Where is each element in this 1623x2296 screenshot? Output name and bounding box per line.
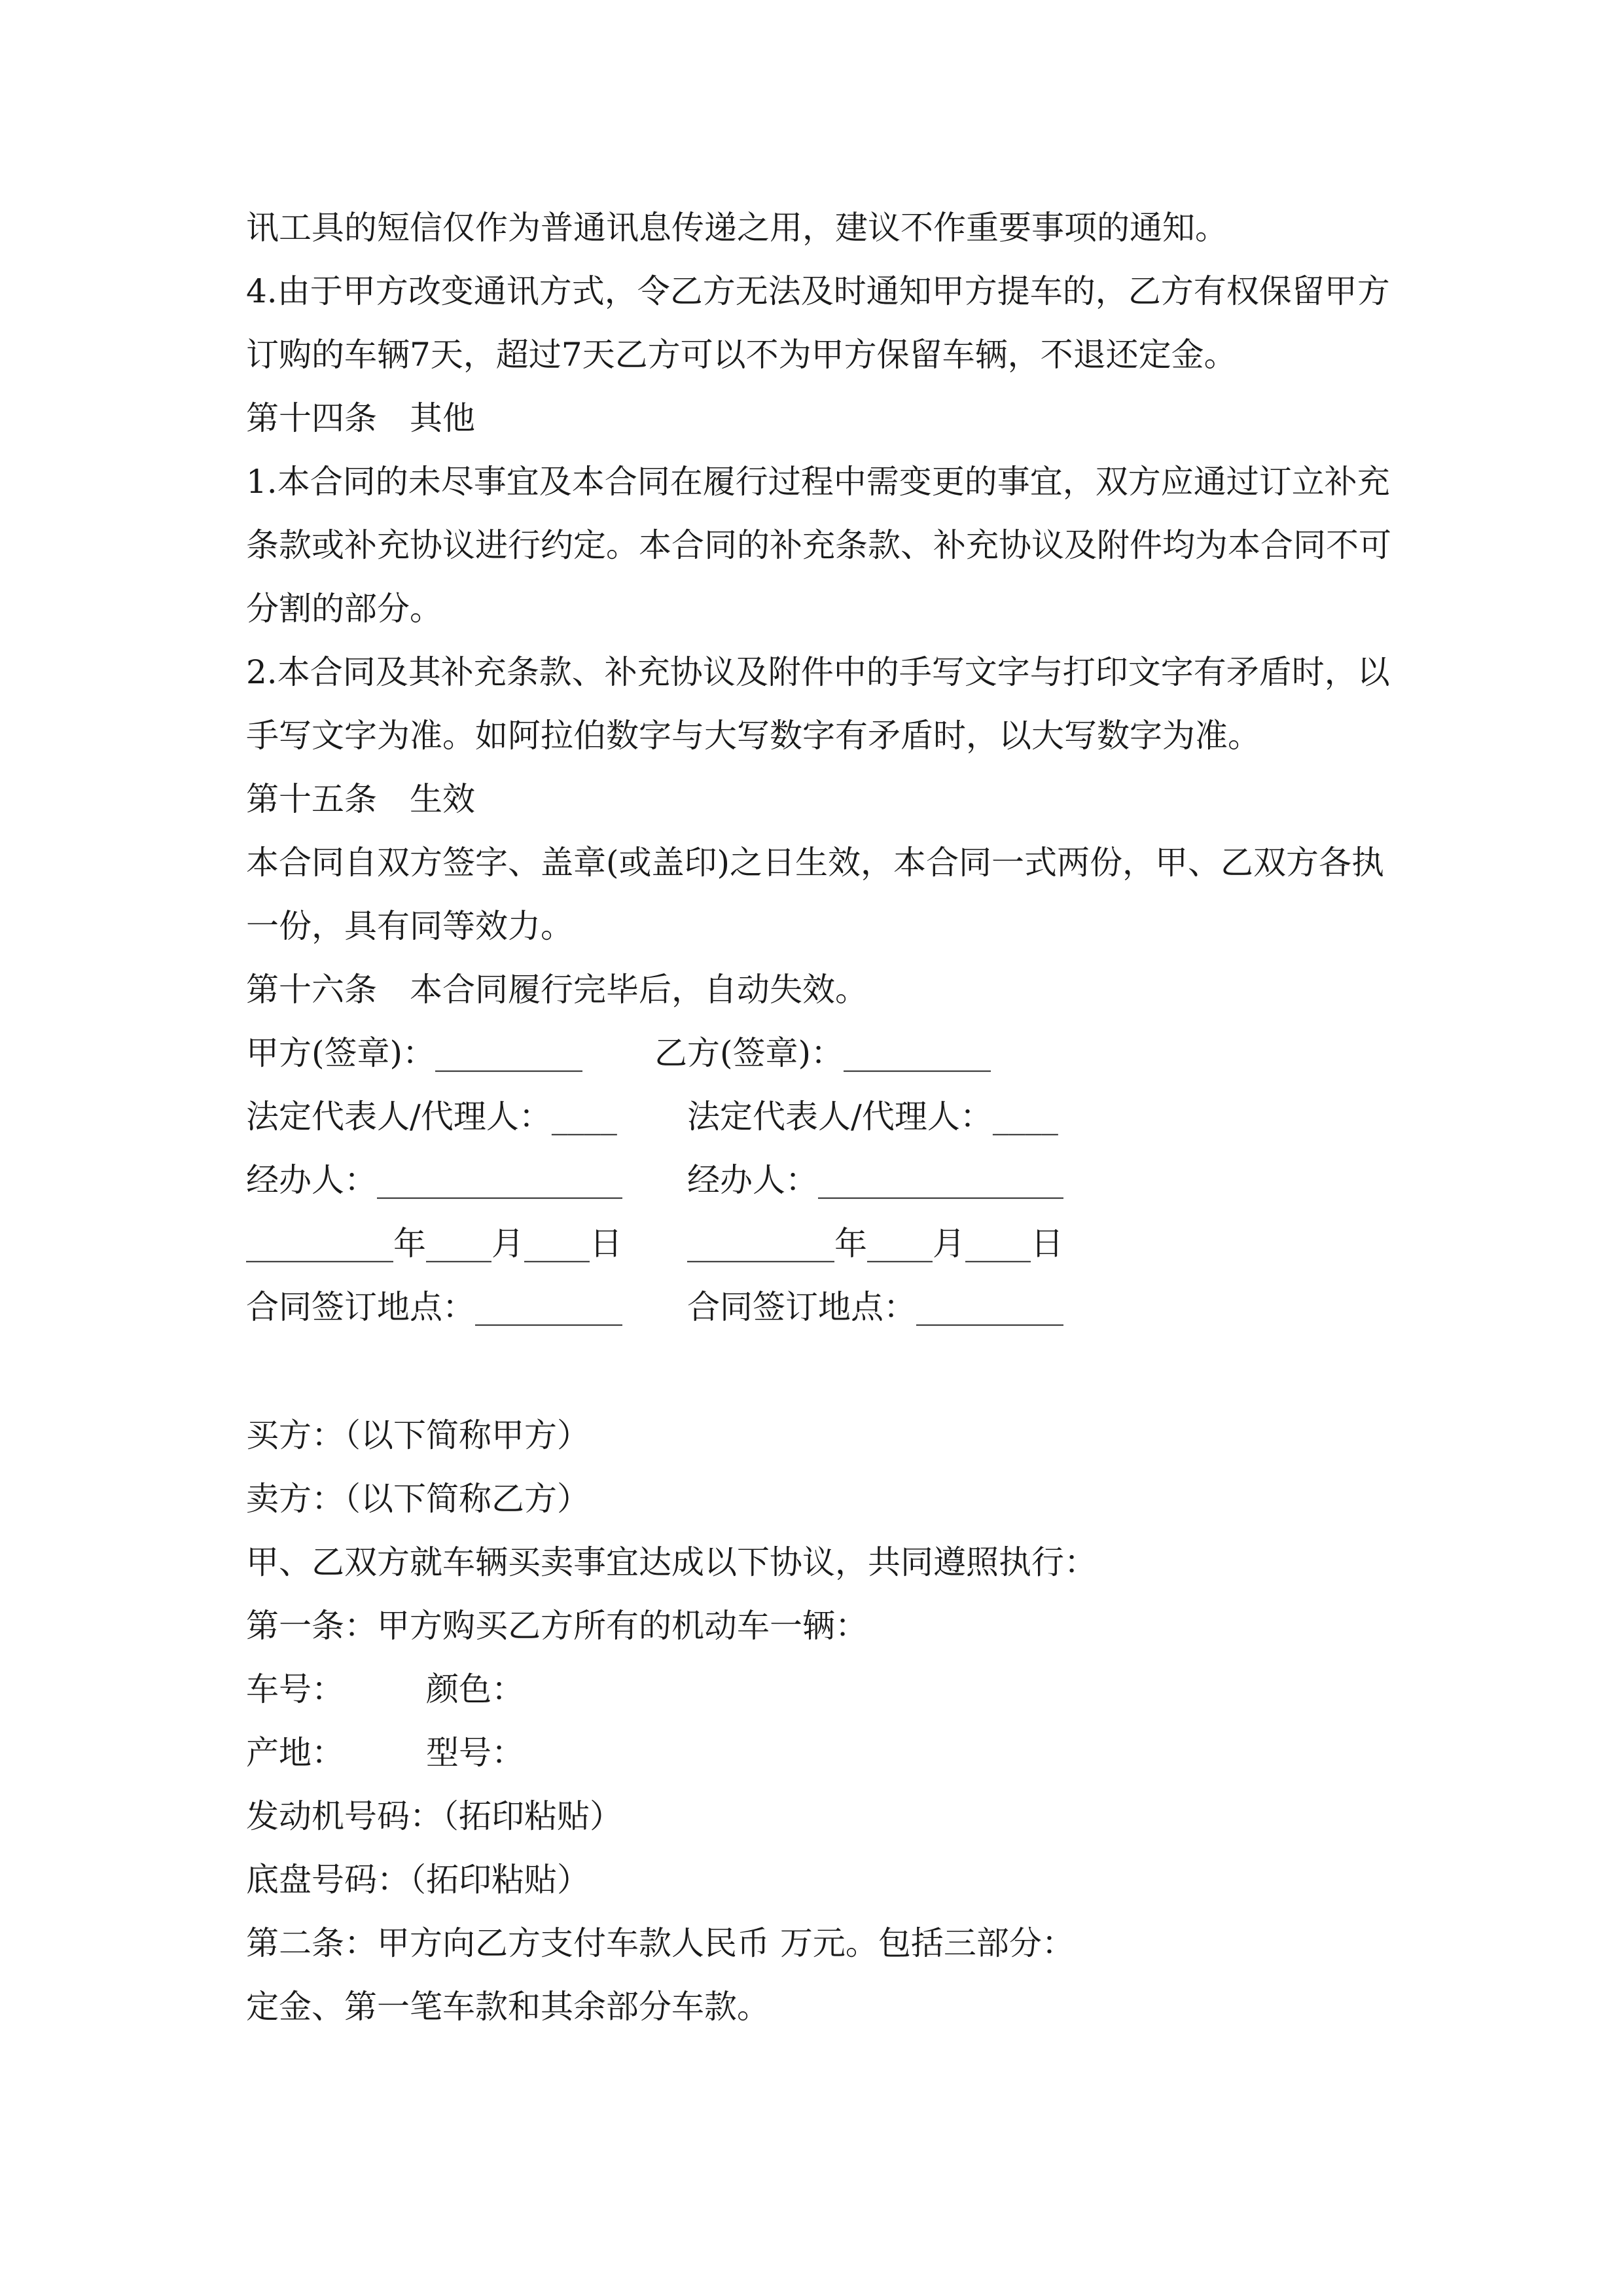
paragraph-line: 本合同自双方签字、盖章(或盖印)之日生效，本合同一式两份，甲、乙双方各执 — [246, 844, 1385, 882]
article-heading: 第一条：甲方购买乙方所有的机动车一辆： — [246, 1607, 868, 1645]
article-heading: 第十六条 本合同履行完毕后，自动失效。 — [246, 971, 868, 1009]
party-a-signing-place: 合同签订地点：_________ — [246, 1288, 622, 1326]
paragraph-line: 条款或补充协议进行约定。本合同的补充条款、补充协议及附件均为本合同不可 — [246, 526, 1391, 564]
article-heading: 第十五条 生效 — [246, 780, 475, 818]
paragraph-line: 订购的车辆7天，超过7天乙方可以不为甲方保留车辆，不退还定金。 — [246, 336, 1237, 374]
paragraph-line: 甲、乙双方就车辆买卖事宜达成以下协议，共同遵照执行： — [246, 1543, 1097, 1581]
paragraph-line: 手写文字为准。如阿拉伯数字与大写数字有矛盾时，以大写数字为准。 — [246, 717, 1260, 755]
party-b-date: _________年____月____日 — [687, 1225, 1063, 1263]
vehicle-field-line: 底盘号码：（拓印粘贴） — [246, 1861, 590, 1899]
party-a-signature: 甲方(签章)：_________ — [246, 1034, 583, 1072]
party-b-signature: 乙方(签章)：_________ — [654, 1034, 991, 1072]
vehicle-field-line: 发动机号码：（拓印粘贴） — [246, 1797, 622, 1835]
party-a-date: _________年____月____日 — [246, 1225, 622, 1263]
paragraph-line: 4.由于甲方改变通讯方式，令乙方无法及时通知甲方提车的，乙方有权保留甲方 — [246, 272, 1390, 310]
party-a-representative: 法定代表人/代理人：____ — [246, 1098, 617, 1136]
vehicle-field-line: 车号： 颜色： — [246, 1670, 524, 1708]
party-b-representative: 法定代表人/代理人：____ — [687, 1098, 1058, 1136]
party-b-handler: 经办人：_______________ — [687, 1161, 1063, 1199]
paragraph-line: 1.本合同的未尽事宜及本合同在履行过程中需变更的事宜，双方应通过订立补充 — [246, 463, 1390, 501]
party-a-handler: 经办人：_______________ — [246, 1161, 622, 1199]
paragraph-line: 2.本合同及其补充条款、补充协议及附件中的手写文字与打印文字有矛盾时，以 — [246, 653, 1390, 691]
paragraph-line: 分割的部分。 — [246, 590, 442, 628]
vehicle-field-line: 产地： 型号： — [246, 1734, 524, 1772]
paragraph-line: 一份，具有同等效力。 — [246, 907, 573, 945]
article-heading: 第二条：甲方向乙方支付车款人民币 万元。包括三部分： — [246, 1924, 1075, 1962]
seller-line: 卖方：（以下简称乙方） — [246, 1480, 590, 1518]
paragraph-line: 定金、第一笔车款和其余部分车款。 — [246, 1988, 770, 2026]
paragraph-line: 讯工具的短信仅作为普通讯息传递之用，建议不作重要事项的通知。 — [246, 209, 1228, 247]
party-b-signing-place: 合同签订地点：_________ — [687, 1288, 1063, 1326]
article-heading: 第十四条 其他 — [246, 399, 475, 437]
buyer-line: 买方：（以下简称甲方） — [246, 1416, 590, 1454]
